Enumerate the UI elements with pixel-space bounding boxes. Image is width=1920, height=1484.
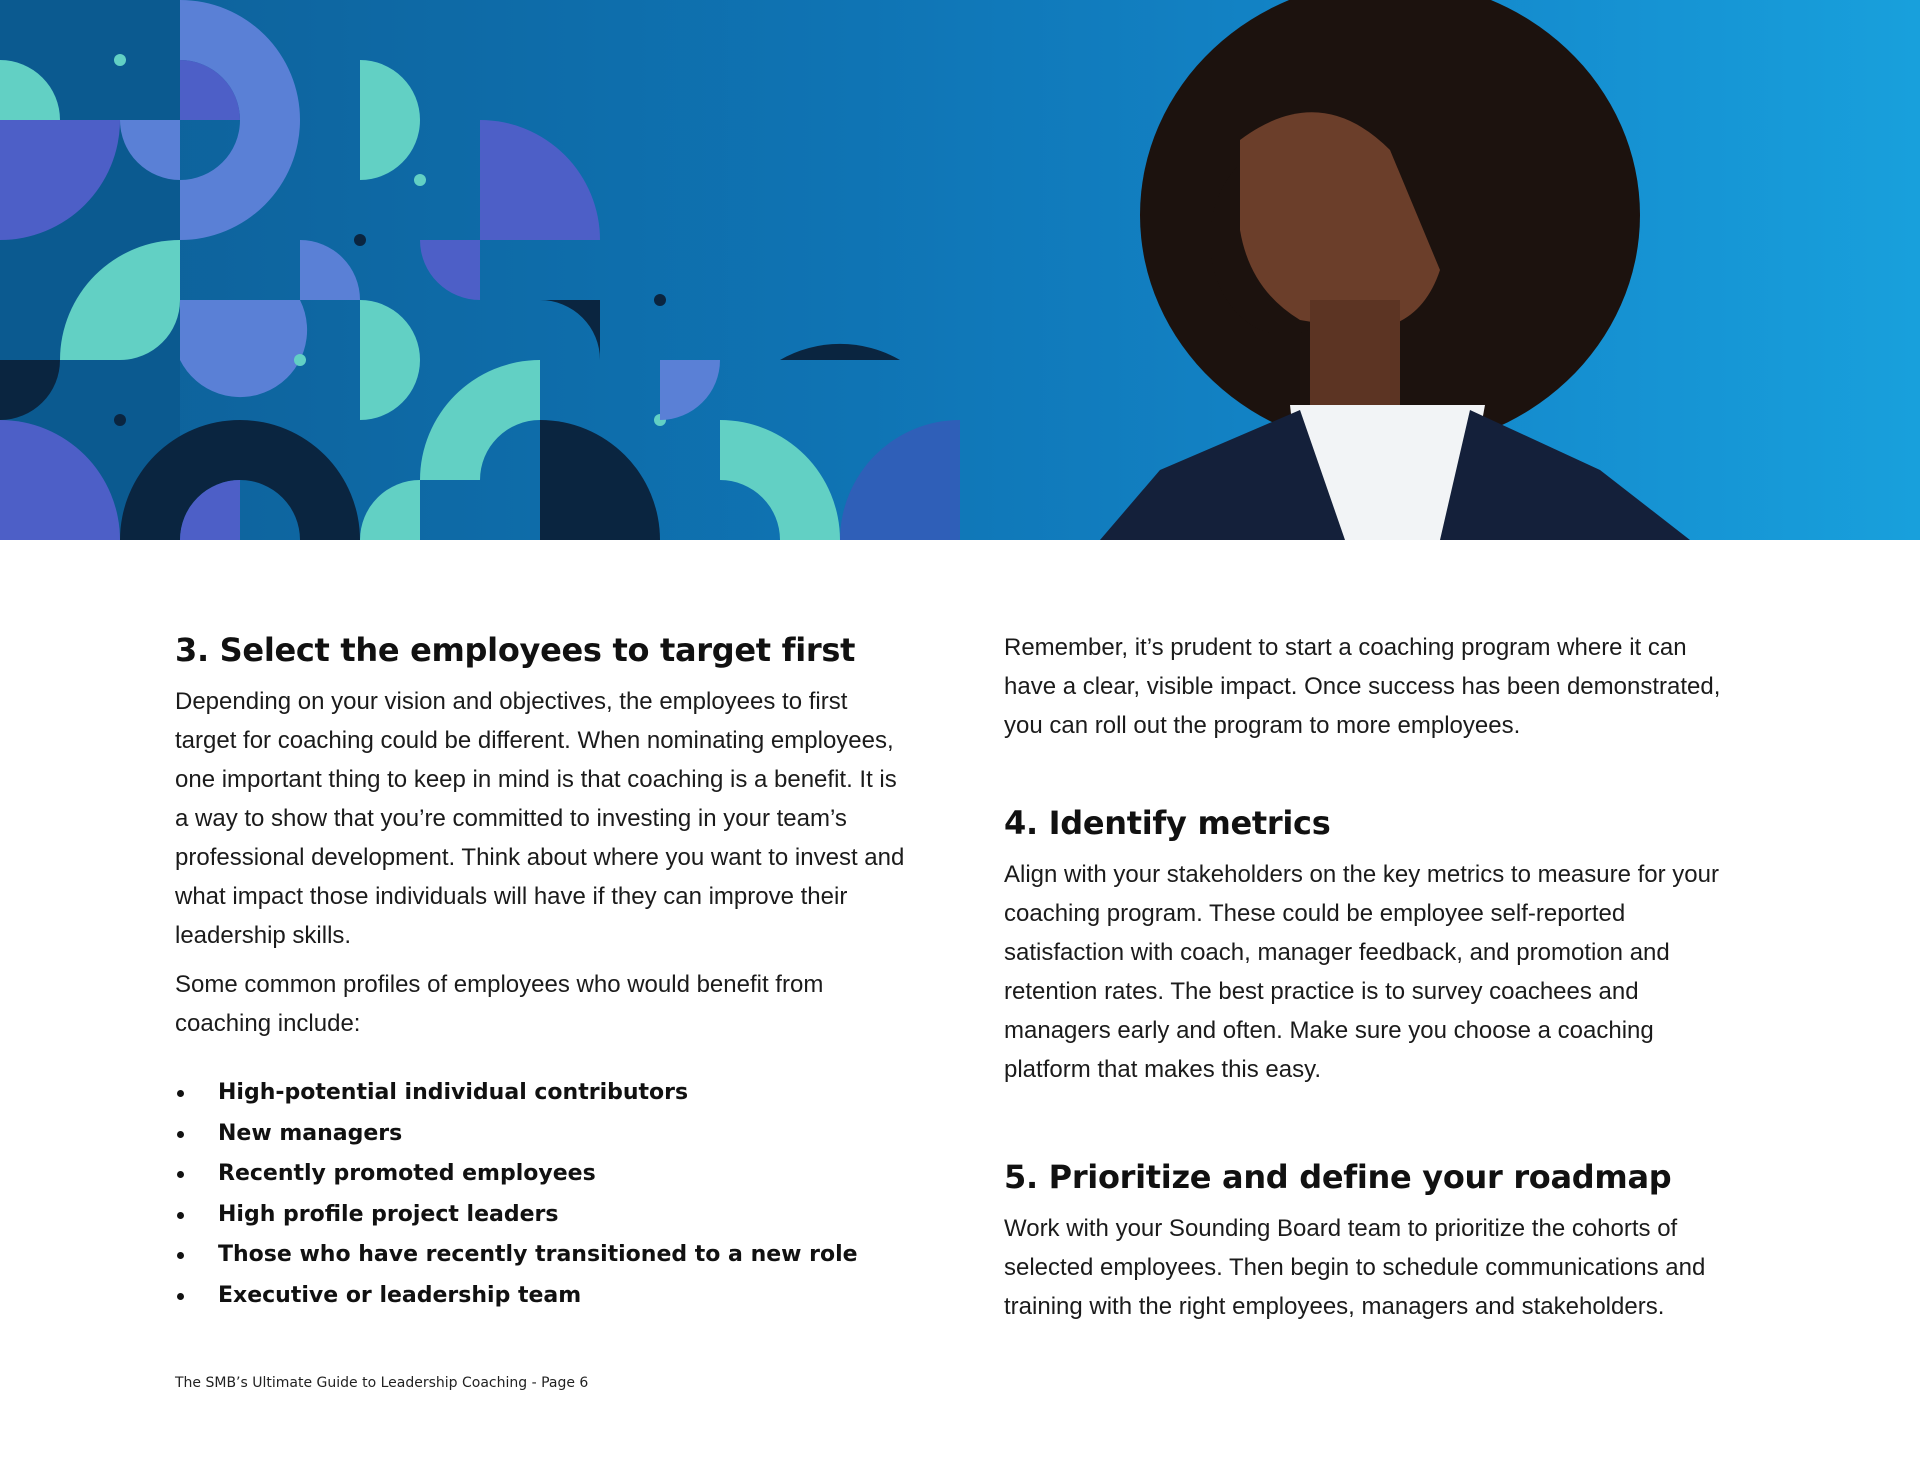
right-column <box>1004 628 1744 1326</box>
section4-title: 4. Identify metrics <box>1004 804 1331 842</box>
list-item: High-potential individual contributors <box>175 1073 915 1114</box>
list-item: New managers <box>175 1114 915 1155</box>
list-item: Executive or leadership team <box>175 1276 915 1317</box>
section3-paragraph1: Depending on your vision and objectives, the employees to first target for coaching could be different. When nominating employees, one important thing to keep in mind is that coaching is a benefit. It is a way to show that you’re committed to investing in your team’s professional development. Think about where you want to invest and what impact those individuals will have if they can improve their leadership skills. <box>175 688 905 949</box>
geometric-pattern <box>0 0 1920 540</box>
list-item: Those who have recently transitioned to a new role <box>175 1235 915 1276</box>
portrait <box>1100 0 1690 540</box>
section5-paragraph: Work with your Sounding Board team to prioritize the cohorts of selected employees. Then begin to schedule communications and training with the right employees, managers and stakeholders. <box>1004 1215 1706 1320</box>
left-column <box>175 630 915 1316</box>
section3-paragraph2: Some common profiles of employees who would benefit from coaching include: <box>175 971 824 1037</box>
pattern-shapes <box>0 0 960 540</box>
section5-title: 5. Prioritize and define your roadmap <box>1004 1158 1672 1196</box>
section3-title: 3. Select the employees to target first <box>175 631 856 669</box>
hero-banner <box>0 0 1920 540</box>
section4-paragraph: Align with your stakeholders on the key metrics to measure for your coaching program. These could be employee self-reported satisfaction with coach, manager feedback, and promotion and retention rates. The best practice is to survey coachees and managers early and often. Make sure you choose a coaching platform that makes this easy. <box>1004 861 1719 1083</box>
right-intro-paragraph: Remember, it’s prudent to start a coaching program where it can have a clear, visible impact. Once success has been demonstrated, you can roll out the program to more employees. <box>1004 634 1721 739</box>
employee-profiles-list <box>175 1073 915 1316</box>
page-footer: The SMB’s Ultimate Guide to Leadership Coaching - Page 6 <box>175 1375 589 1391</box>
list-item: Recently promoted employees <box>175 1154 915 1195</box>
list-item: High profile project leaders <box>175 1195 915 1236</box>
